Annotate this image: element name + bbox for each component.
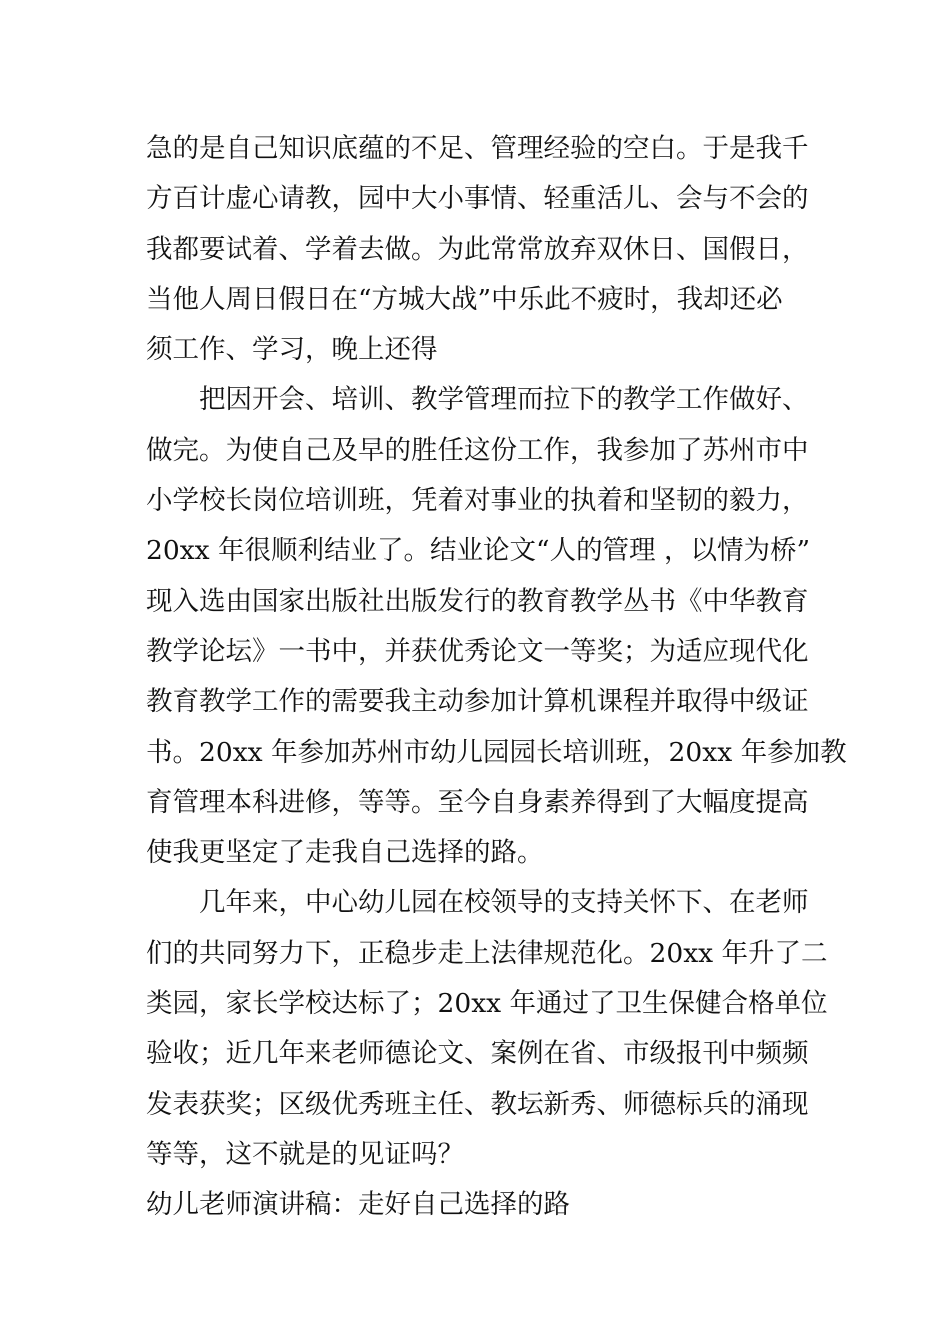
text-line: 方百计虚心请教，园中大小事情、轻重活儿、会与不会的 (146, 183, 809, 215)
text-line: 做完。为使自己及早的胜任这份工作，我参加了苏州市中 (146, 434, 809, 466)
paragraph-first-line: 把因开会、培训、教学管理而拉下的教学工作做好、 (199, 384, 809, 416)
document-title-line: 幼儿老师演讲稿：走好自己选择的路 (146, 1189, 570, 1221)
text-line: 等等，这不就是的见证吗？ (146, 1138, 464, 1170)
text-line: 我都要试着、学着去做。为此常常放弃双休日、国假日， (146, 233, 809, 265)
text-line: 20xx 年很顺利结业了。结业论文“人的管理 ，以情为桥” (146, 535, 811, 567)
text-line: 使我更坚定了走我自己选择的路。 (146, 837, 544, 869)
text-line: 教育教学工作的需要我主动参加计算机课程并取得中级证 (146, 686, 809, 718)
paragraph-first-line: 几年来，中心幼儿园在校领导的支持关怀下、在老师 (199, 887, 809, 919)
text-line: 书。20xx 年参加苏州市幼儿园园长培训班，20xx 年参加教 (146, 736, 847, 768)
text-line: 育管理本科进修，等等。至今自身素养得到了大幅度提高 (146, 786, 809, 818)
text-line: 现入选由国家出版社出版发行的教育教学丛书《中华教育 (146, 585, 809, 617)
text-line: 验收；近几年来老师德论文、案例在省、市级报刊中频频 (146, 1038, 809, 1070)
document-body (146, 124, 847, 1231)
text-line: 们的共同努力下，正稳步走上法律规范化。20xx 年升了二 (146, 937, 828, 969)
text-line: 急的是自己知识底蕴的不足、管理经验的空白。于是我千 (146, 133, 809, 164)
text-line: 当他人周日假日在“方城大战”中乐此不疲时，我却还必 (146, 283, 783, 315)
text-line: 类园，家长学校达标了；20xx 年通过了卫生保健合格单位 (146, 988, 828, 1020)
text-line: 教学论坛》一书中，并获优秀论文一等奖；为适应现代化 (146, 635, 809, 667)
text-line: 须工作、学习，晚上还得 (146, 334, 438, 366)
text-line: 小学校长岗位培训班，凭着对事业的执着和坚韧的毅力， (146, 485, 809, 517)
text-line: 发表获奖；区级优秀班主任、教坛新秀、师德标兵的涌现 (146, 1088, 809, 1120)
